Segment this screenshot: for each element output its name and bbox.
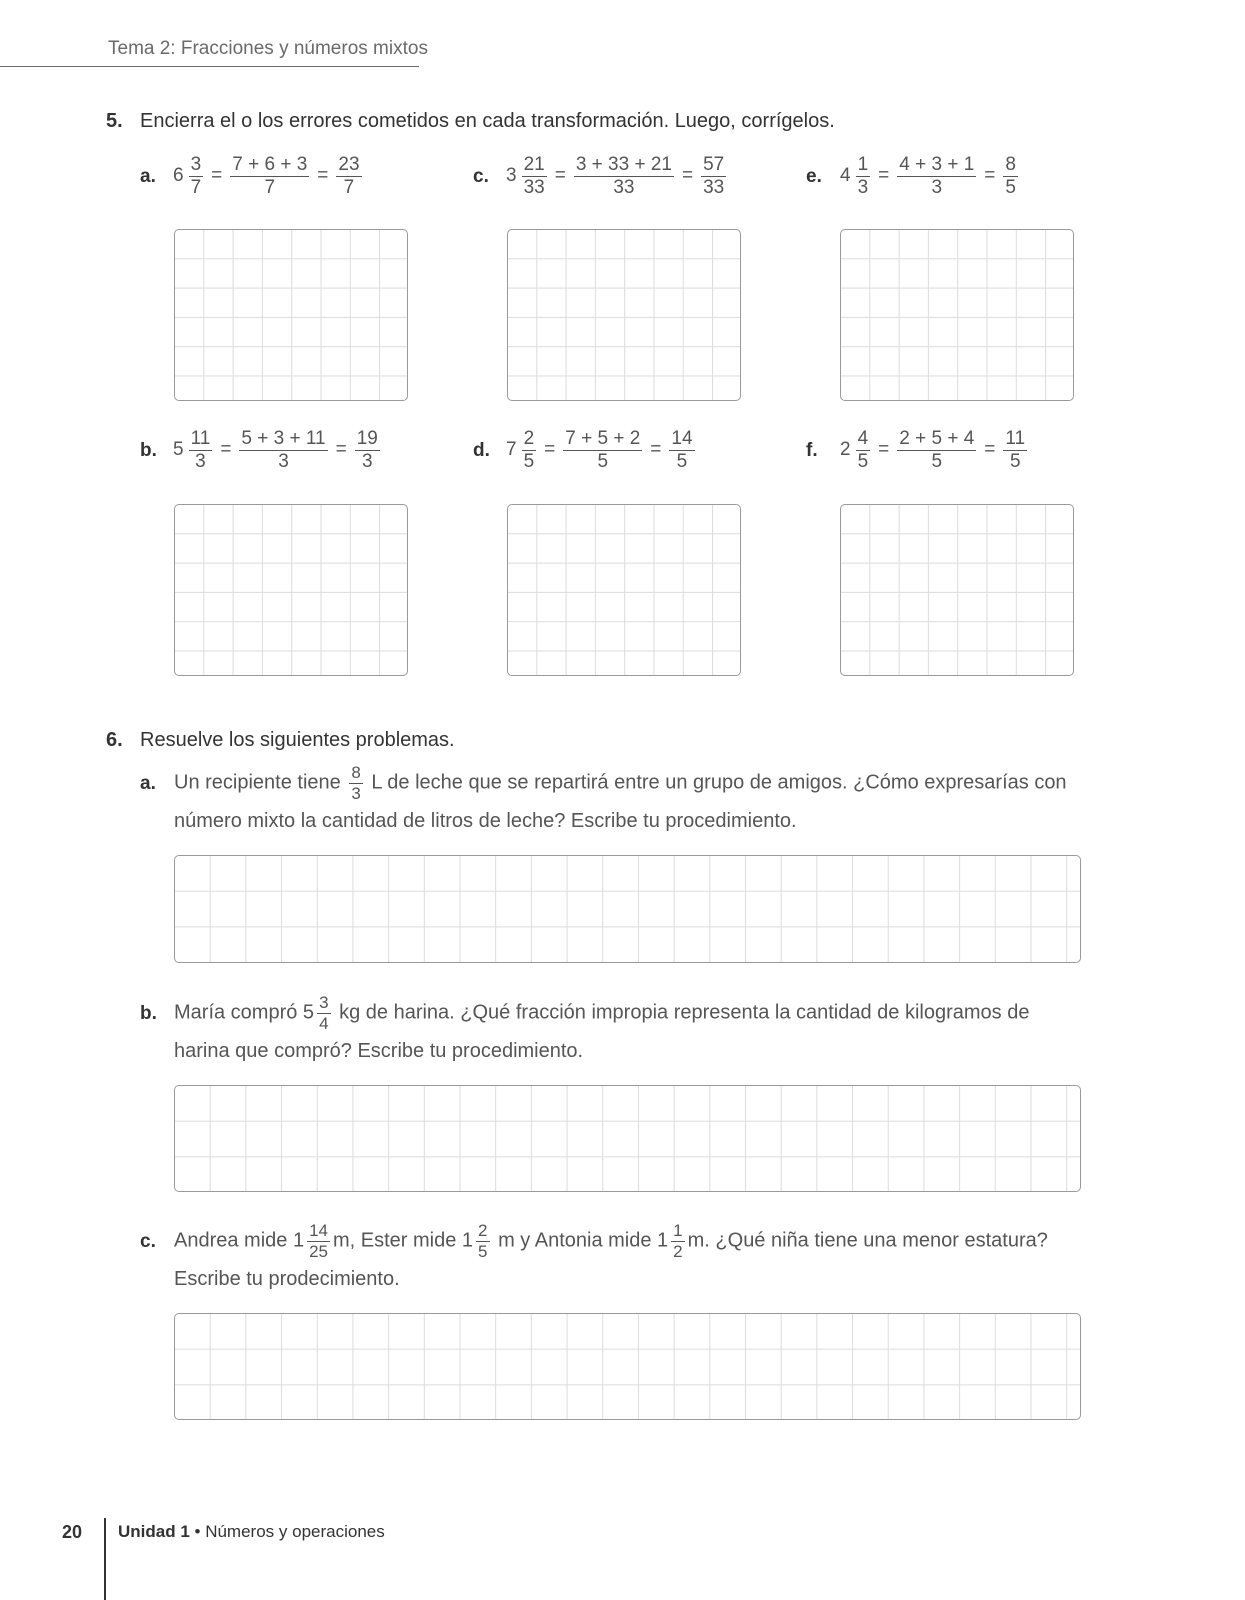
text: Andrea mide 1 [174, 1229, 305, 1252]
fraction: $\frac{3 + 33 + 21}{33}$ [575, 154, 672, 198]
expression-d [506, 429, 698, 472]
fraction: $\frac{2}{5}$ [478, 1221, 488, 1261]
fraction: $\frac{3}{4}$ [319, 993, 329, 1033]
footer-unit [118, 1522, 385, 1542]
answer-grid-6c[interactable] [174, 1313, 1081, 1420]
equals-sign: = [681, 165, 694, 187]
item-b-label: b. [140, 440, 157, 461]
whole-number: 4 [840, 165, 851, 187]
question-6-instruction: Resuelve los siguientes problemas. [140, 729, 455, 751]
item-e-label: e. [806, 166, 822, 187]
fraction: $\frac{4}{5}$ [857, 428, 869, 472]
problem-b-label: b. [140, 1003, 157, 1024]
answer-grid-6b[interactable] [174, 1085, 1081, 1192]
fraction: $\frac{11}{3}$ [190, 428, 211, 472]
fraction: $\frac{11}{5}$ [1005, 428, 1026, 472]
text: Un recipiente tiene [174, 771, 347, 794]
whole-number: 2 [840, 439, 851, 461]
page-number: 20 [62, 1522, 83, 1542]
text: m y Antonia mide 1 [492, 1229, 669, 1252]
fraction: $\frac{2 + 5 + 4}{5}$ [899, 428, 975, 472]
expression-c [506, 155, 729, 198]
item-f-label: f. [806, 440, 818, 461]
header-rule [0, 66, 419, 67]
fraction: $\frac{5 + 3 + 11}{3}$ [241, 428, 326, 472]
whole-number: 7 [506, 439, 517, 461]
expression-b [173, 429, 383, 472]
fraction: $\frac{7 + 5 + 2}{5}$ [565, 428, 641, 472]
equals-sign: = [878, 439, 890, 461]
fraction: $\frac{21}{33}$ [523, 154, 545, 198]
whole-number: 3 [506, 165, 517, 187]
text: María compró 5 [174, 1001, 315, 1024]
question-5-instruction: Encierra el o los errores cometidos en cada transformación. Luego, corrígelos. [140, 110, 835, 132]
problem-a-text [174, 764, 1074, 839]
answer-grid-d[interactable] [507, 504, 741, 676]
fraction: $\frac{4 + 3 + 1}{3}$ [899, 154, 975, 198]
expression-a [173, 155, 365, 198]
problem-c-text [174, 1222, 1084, 1297]
text: L de leche que se repartirá entre un grupo de amigos. ¿Cómo expresarías con [365, 771, 1067, 794]
expression-e [840, 155, 1021, 198]
fraction: $\frac{8}{5}$ [1005, 154, 1016, 198]
answer-grid-e[interactable] [840, 229, 1074, 401]
fraction: $\frac{3}{7}$ [190, 154, 202, 198]
item-c-label: c. [473, 166, 489, 187]
fraction: $\frac{8}{3}$ [351, 763, 361, 803]
answer-grid-c[interactable] [507, 229, 741, 401]
question-6-number: 6. [106, 729, 123, 751]
question-5-number: 5. [106, 110, 123, 132]
equals-sign: = [335, 439, 347, 461]
problem-c-label: c. [140, 1231, 156, 1252]
footer-rule [104, 1518, 106, 1600]
separator: • [189, 1522, 206, 1541]
answer-grid-f[interactable] [840, 504, 1074, 676]
fraction: $\frac{19}{3}$ [356, 428, 378, 472]
whole-number: 5 [173, 439, 184, 461]
equals-sign: = [544, 439, 556, 461]
fraction: $\frac{14}{5}$ [671, 428, 693, 472]
text: Escribe tu prodecimiento. [174, 1267, 400, 1290]
fraction: $\frac{1}{2}$ [673, 1221, 683, 1261]
equals-sign: = [984, 439, 996, 461]
equals-sign: = [317, 165, 329, 187]
answer-grid-b[interactable] [174, 504, 408, 676]
fraction: $\frac{2}{5}$ [523, 428, 535, 472]
fraction: $\frac{23}{7}$ [338, 154, 360, 198]
fraction: $\frac{14}{25}$ [309, 1221, 328, 1261]
page-header-title: Tema 2: Fracciones y números mixtos [108, 38, 428, 59]
item-d-label: d. [473, 440, 490, 461]
text: harina que compró? Escribe tu procedimiento. [174, 1039, 584, 1062]
text: kg de harina. ¿Qué fracción impropia representa la cantidad de kilogramos de [333, 1001, 1030, 1024]
fraction: $\frac{57}{33}$ [703, 154, 725, 198]
equals-sign: = [650, 439, 662, 461]
fraction: $\frac{7 + 6 + 3}{7}$ [232, 154, 308, 198]
equals-sign: = [220, 439, 232, 461]
unit-title: Unidad 1 [118, 1522, 190, 1541]
problem-a-label: a. [140, 773, 156, 794]
text: m. ¿Qué niña tiene una menor estatura? [687, 1229, 1048, 1252]
equals-sign: = [984, 165, 996, 187]
equals-sign: = [211, 165, 223, 187]
expression-f [840, 429, 1030, 472]
answer-grid-a[interactable] [174, 229, 408, 401]
text: m, Ester mide 1 [333, 1229, 474, 1252]
fraction: $\frac{1}{3}$ [857, 154, 869, 198]
answer-grid-6a[interactable] [174, 855, 1081, 963]
equals-sign: = [878, 165, 890, 187]
item-a-label: a. [140, 166, 156, 187]
equals-sign: = [554, 165, 566, 187]
problem-b-text [174, 994, 1074, 1069]
text: número mixto la cantidad de litros de leche? Escribe tu procedimiento. [174, 809, 797, 832]
whole-number: 6 [173, 165, 184, 187]
unit-topic: Números y operaciones [205, 1522, 385, 1541]
